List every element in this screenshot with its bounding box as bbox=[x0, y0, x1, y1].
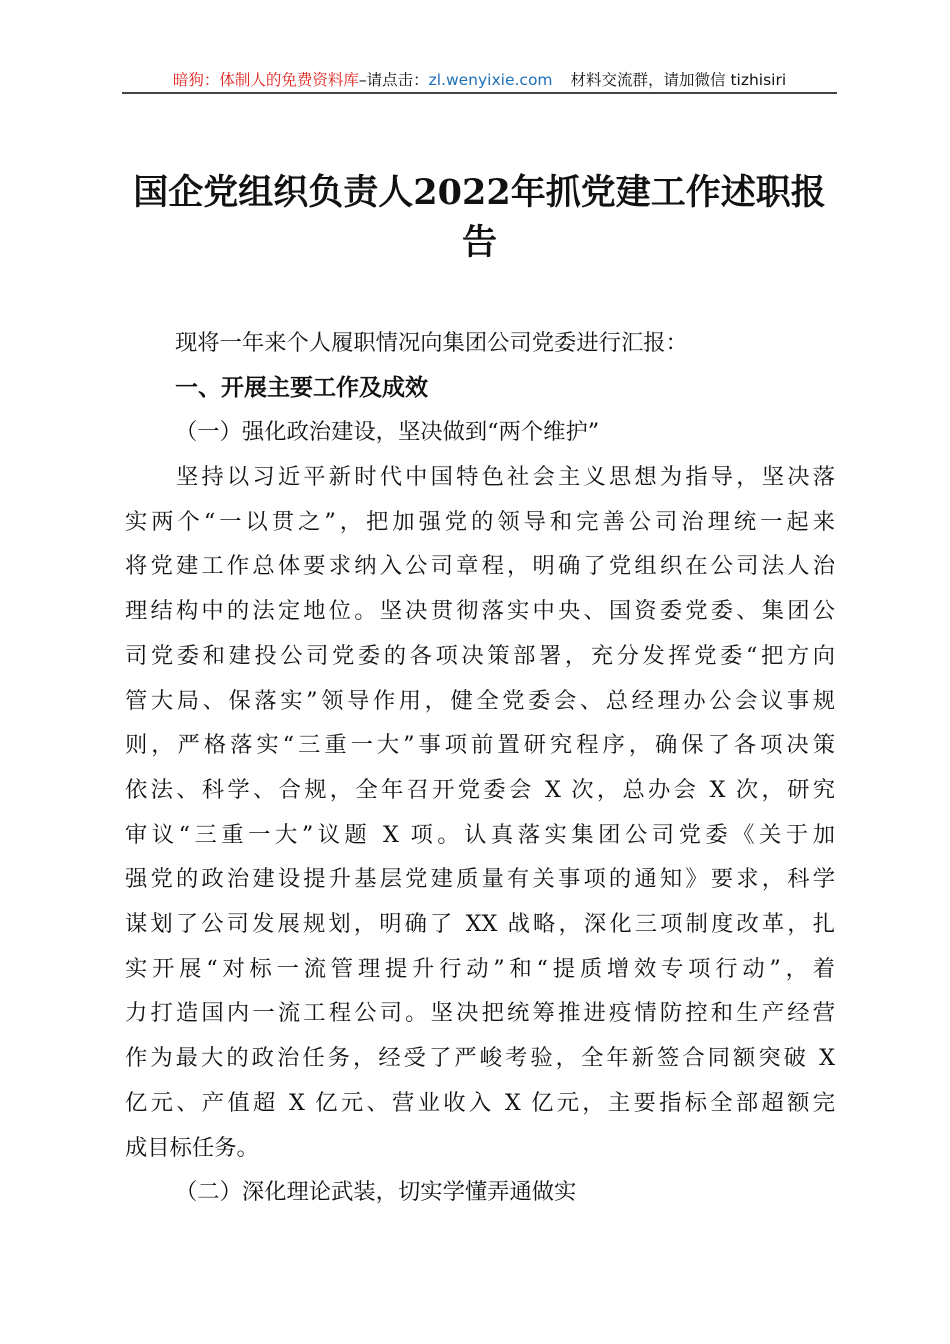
subsection-heading-2: （二）深化理论武装，切实学懂弄通做实 bbox=[175, 1179, 577, 1205]
paragraph-line: 将党建工作总体要求纳入公司章程，明确了党组织在公司法人治 bbox=[125, 553, 835, 580]
paragraph-line: 成目标任务。 bbox=[125, 1134, 259, 1161]
intro-paragraph: 现将一年来个人履职情况向集团公司党委进行汇报： bbox=[175, 330, 688, 356]
paragraph-line: 审议“三重一大”议题 X 项。认真落实集团公司党委《关于加 bbox=[125, 821, 835, 848]
paragraph-line: 司党委和建投公司党委的各项决策部署，充分发挥党委“把方向 bbox=[125, 642, 835, 669]
header-site-name: 暗狗：体制人的免费资料库 bbox=[172, 71, 359, 89]
paragraph-line: 实两个“一以贯之”，把加强党的领导和完善公司治理统一起来 bbox=[125, 508, 835, 535]
subsection-heading-1: （一）强化政治建设，坚决做到“两个维护” bbox=[175, 419, 600, 445]
paragraph-line: 实开展“对标一流管理提升行动”和“提质增效专项行动”，着 bbox=[125, 955, 835, 982]
header-click-prompt: –请点击： bbox=[358, 71, 429, 89]
watermark-header bbox=[122, 68, 837, 90]
header-url-link[interactable]: zl.wenyixie.com bbox=[428, 71, 553, 89]
section-heading-1: 一、开展主要工作及成效 bbox=[175, 375, 428, 401]
header-divider bbox=[122, 92, 837, 94]
document-title-line-1: 国企党组织负责人2022年抓党建工作述职报 bbox=[133, 172, 826, 213]
paragraph-line: 依法、科学、合规，全年召开党委会 X 次，总办会 X 次，研究 bbox=[125, 776, 835, 803]
paragraph-line: 管大局、保落实”领导作用，健全党委会、总经理办公会议事规 bbox=[125, 687, 835, 714]
paragraph-line: 力打造国内一流工程公司。坚决把统筹推进疫情防控和生产经营 bbox=[125, 1000, 835, 1027]
document-title-line-2: 告 bbox=[461, 222, 497, 263]
paragraph-line: 坚持以习近平新时代中国特色社会主义思想为指导，坚决落 bbox=[125, 464, 835, 490]
paragraph-line: 则，严格落实“三重一大”事项前置研究程序，确保了各项决策 bbox=[125, 732, 835, 759]
paragraph-line: 强党的政治建设提升基层党建质量有关事项的通知》要求，科学 bbox=[125, 866, 835, 893]
paragraph-line: 理结构中的法定地位。坚决贯彻落实中央、国资委党委、集团公 bbox=[125, 598, 835, 625]
paragraph-line: 作为最大的政治任务，经受了严峻考验，全年新签合同额突破 X bbox=[125, 1045, 835, 1072]
paragraph-line: 亿元、产值超 X 亿元、营业收入 X 亿元，主要指标全部超额完 bbox=[125, 1089, 835, 1116]
header-contact: 材料交流群，请加微信 tizhisiri bbox=[570, 71, 787, 89]
paragraph-line: 谋划了公司发展规划，明确了 XX 战略，深化三项制度改革，扎 bbox=[125, 911, 835, 937]
